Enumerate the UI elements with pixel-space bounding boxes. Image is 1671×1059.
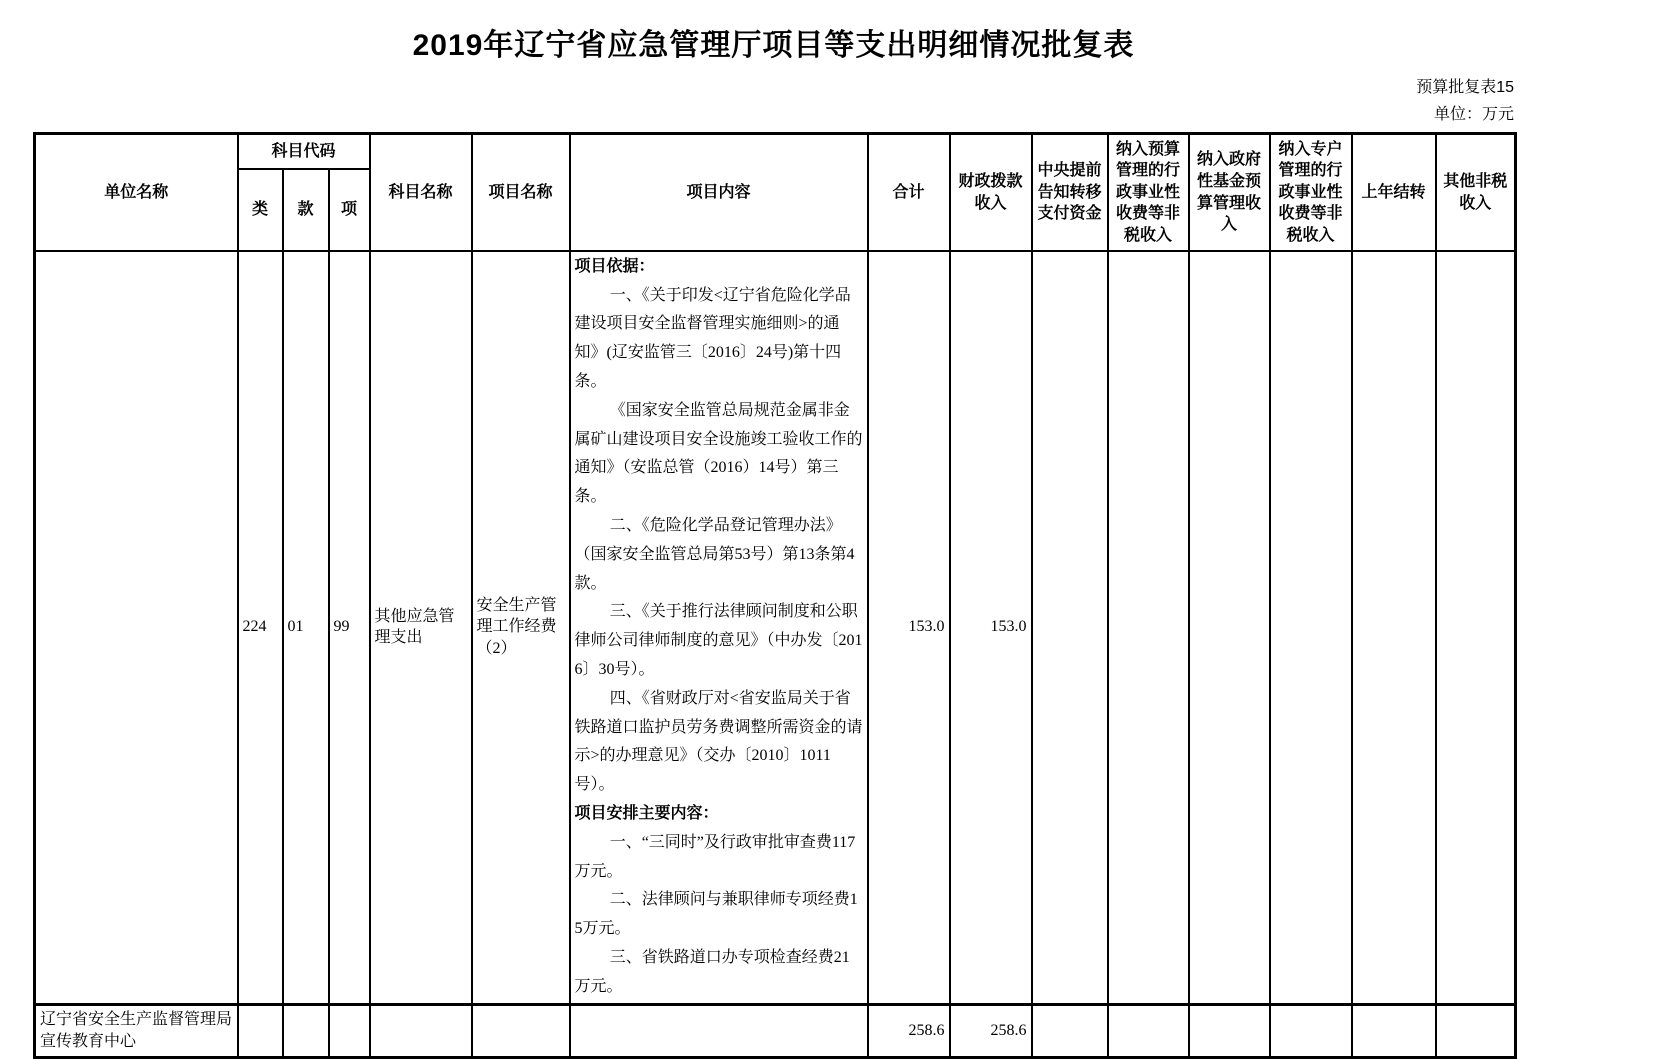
cell-code-section (283, 1004, 329, 1057)
content-heading: 项目安排主要内容： (574, 805, 719, 823)
header-unit-name: 单位名称 (35, 134, 238, 251)
cell-code-class: 224 (238, 251, 283, 1004)
cell-prev-year-carryover (1352, 251, 1436, 1004)
table-header (35, 134, 1516, 251)
header-code-section: 款 (283, 169, 329, 251)
header-central-advance: 中央提前告知转移支付资金 (1032, 134, 1108, 251)
content-paragraph: 二、《危险化学品登记管理办法》（国家安全监管总局第53号）第13条第4款。 (574, 517, 855, 592)
header-subject-name: 科目名称 (370, 134, 472, 251)
content-paragraph: 二、法律顾问与兼职律师专项经费15万元。 (574, 891, 858, 938)
header-total: 合计 (868, 134, 950, 251)
content-paragraph: 《国家安全监管总局规范金属非金属矿山建设项目安全设施竣工验收工作的通知》（安监总管（2016）14号）第三条。 (574, 401, 863, 506)
header-prev-year-carryover: 上年结转 (1352, 134, 1436, 251)
header-special-account-fees: 纳入专户管理的行政事业性收费等非税收入 (1270, 134, 1352, 251)
content-heading: 项目依据： (574, 257, 655, 275)
header-project-content: 项目内容 (570, 134, 868, 251)
cell-total: 153.0 (868, 251, 950, 1004)
table-row (35, 1004, 1516, 1057)
cell-total: 258.6 (868, 1004, 950, 1057)
cell-central-advance (1032, 251, 1108, 1004)
cell-gov-fund-income (1189, 251, 1270, 1004)
cell-fiscal-allocation: 258.6 (950, 1004, 1032, 1057)
cell-code-class (238, 1004, 283, 1057)
cell-project-name (472, 1004, 570, 1057)
cell-central-advance (1032, 1004, 1108, 1057)
page-title: 2019年辽宁省应急管理厅项目等支出明细情况批复表 (412, 29, 1135, 62)
unit-label: 单位：万元 (1433, 106, 1514, 124)
header-budget-managed-fees: 纳入预算管理的行政事业性收费等非税收入 (1108, 134, 1189, 251)
cell-subject-name: 其他应急管理支出 (370, 251, 472, 1004)
meta-block (33, 74, 1514, 128)
cell-project-content (570, 1004, 868, 1057)
content-paragraph: 三、《关于推行法律顾问制度和公职律师公司律师制度的意见》（中办发〔2016〕30号）。 (574, 603, 863, 679)
content-paragraph: 一、“三同时”及行政审批审查费117万元。 (574, 833, 856, 880)
table-row (35, 251, 1516, 1004)
cell-budget-managed-fees (1108, 251, 1189, 1004)
cell-code-item (329, 1004, 370, 1057)
header-code-item: 项 (329, 169, 370, 251)
header-code-class: 类 (238, 169, 283, 251)
cell-subject-name (370, 1004, 472, 1057)
header-project-name: 项目名称 (472, 134, 570, 251)
table-body (35, 251, 1516, 1057)
cell-prev-year-carryover (1352, 1004, 1436, 1057)
content-paragraph: 三、省铁路道口办专项检查经费21万元。 (574, 949, 850, 995)
cell-special-account-fees (1270, 251, 1352, 1004)
budget-table (33, 132, 1517, 1058)
cell-code-section: 01 (283, 251, 329, 1004)
header-gov-fund-income: 纳入政府性基金预算管理收入 (1189, 134, 1270, 251)
header-subject-code-group: 科目代码 (238, 134, 370, 169)
content-paragraph: 四、《省财政厅对<省安监局关于省铁路道口监护员劳务费调整所需资金的请示>的办理意见》（交办〔2010〕1011号）。 (574, 689, 863, 794)
cell-other-nontax (1436, 1004, 1516, 1057)
cell-code-item: 99 (329, 251, 370, 1004)
header-fiscal-allocation: 财政拨款收入 (950, 134, 1032, 251)
cell-fiscal-allocation: 153.0 (950, 251, 1032, 1004)
cell-unit-name (35, 251, 238, 1004)
content-paragraph: 一、《关于印发<辽宁省危险化学品建设项目安全监督管理实施细则>的通知》(辽安监管三〔2016〕24号)第十四条。 (574, 286, 851, 391)
page (33, 0, 1514, 1059)
cell-unit-name: 辽宁省安全生产监督管理局宣传教育中心 (35, 1004, 238, 1057)
cell-gov-fund-income (1189, 1004, 1270, 1057)
cell-project-name: 安全生产管理工作经费（2） (472, 251, 570, 1004)
cell-other-nontax (1436, 251, 1516, 1004)
header-other-nontax: 其他非税收入 (1436, 134, 1516, 251)
cell-budget-managed-fees (1108, 1004, 1189, 1057)
cell-special-account-fees (1270, 1004, 1352, 1057)
table-number-label: 预算批复表15 (1416, 79, 1514, 96)
cell-project-content (570, 251, 868, 1004)
